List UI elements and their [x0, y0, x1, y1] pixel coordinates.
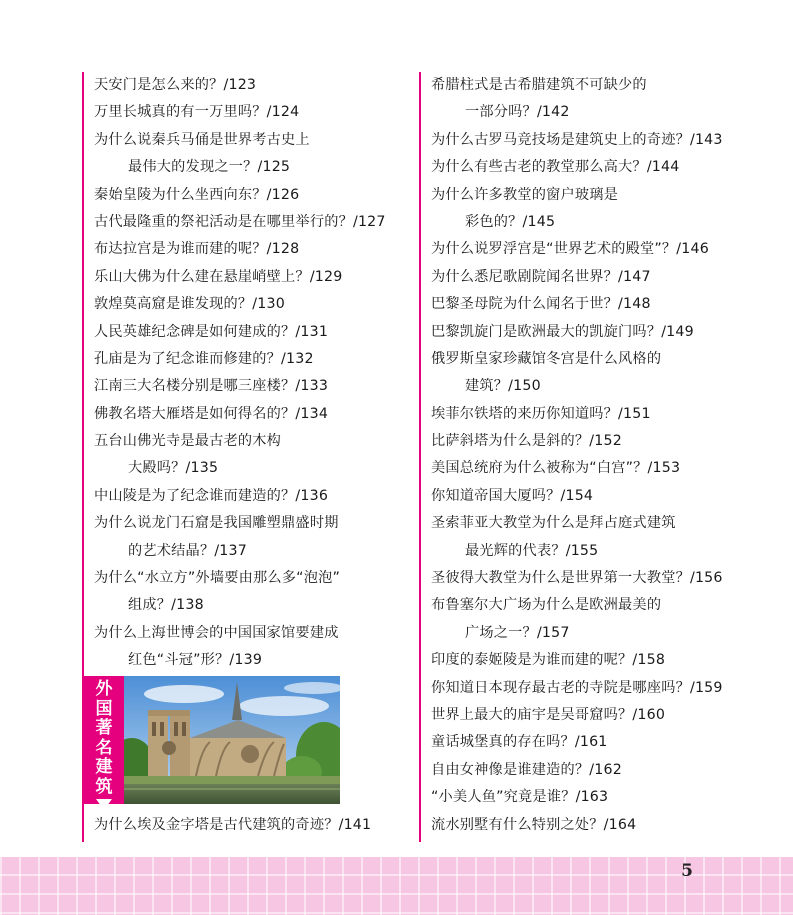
- left-toc-entry: 为什么上海世博会的中国国家馆要建成: [94, 624, 339, 641]
- right-toc-entry: 为什么许多教堂的窗户玻璃是: [431, 186, 619, 203]
- left-toc-entry: 天安门是怎么来的？/123: [94, 77, 257, 93]
- left-toc-column: [94, 72, 412, 675]
- right-toc-entry: 流水别墅有什么特别之处？/164: [431, 816, 637, 833]
- right-toc-column: [431, 72, 781, 839]
- section-label-char: 国: [95, 698, 113, 719]
- page-number: 5: [681, 861, 693, 881]
- left-toc-entry: 中山陵是为了纪念谁而建造的？/136: [94, 487, 329, 504]
- right-toc-entry: 俄罗斯皇家珍藏馆冬宫是什么风格的: [431, 350, 662, 367]
- right-toc-entry: 彩色的？/145: [465, 213, 556, 230]
- right-toc-entry: 希腊柱式是古希腊建筑不可缺少的: [431, 77, 647, 93]
- left-toc-entry: 佛教名塔大雁塔是如何得名的？/134: [94, 405, 329, 422]
- right-toc-entry: 圣彼得大教堂为什么是世界第一大教堂？/156: [431, 570, 723, 587]
- left-toc-entry: 秦始皇陵为什么坐西向东？/126: [94, 186, 300, 203]
- left-toc-entry: 人民英雄纪念碑是如何建成的？/131: [94, 323, 329, 340]
- right-toc-entry: 印度的泰姬陵是为谁而建的呢？/158: [431, 652, 666, 669]
- right-toc-entry: 埃菲尔铁塔的来历你知道吗？/151: [431, 405, 651, 422]
- left-toc-entry: 古代最隆重的祭祀活动是在哪里举行的？/127: [94, 213, 386, 230]
- right-toc-entry: 巴黎凯旋门是欧洲最大的凯旋门吗？/149: [431, 323, 694, 340]
- right-toc-entry: 广场之一？/157: [465, 624, 570, 641]
- section-label-char: 著: [95, 718, 113, 738]
- right-toc-entry: 自由女神像是谁建造的？/162: [431, 761, 622, 778]
- right-toc-entry: 为什么说罗浮宫是“世界艺术的殿堂”？/146: [431, 241, 709, 258]
- right-toc-entry: 世界上最大的庙宇是吴哥窟吗？/160: [431, 706, 666, 723]
- right-toc-entry: 一部分吗？/142: [465, 104, 570, 121]
- right-toc-entry: 比萨斜塔为什么是斜的？/152: [431, 433, 622, 450]
- left-toc-entry: 为什么说秦兵马俑是世界考古史上: [94, 131, 310, 148]
- left-toc-entry: 大殿吗？/135: [128, 460, 219, 477]
- right-toc-entry: 为什么有些古老的教堂那么高大？/144: [431, 159, 680, 176]
- triangle-down-icon: [96, 799, 112, 810]
- after-section-toc: [94, 812, 371, 839]
- right-toc-entry: “小美人鱼”究竟是谁？/163: [431, 789, 609, 806]
- left-toc-entry: 红色“斗冠”形？/139: [128, 652, 263, 669]
- section-label-char: 名: [95, 737, 113, 758]
- left-toc-entry: 为什么说龙门石窟是我国雕塑鼎盛时期: [94, 515, 339, 532]
- section-label-foreign-architecture: [84, 676, 124, 804]
- left-toc-entry: 最伟大的发现之一？/125: [128, 159, 291, 176]
- right-toc-entry: 圣索菲亚大教堂为什么是拜占庭式建筑: [431, 515, 676, 532]
- left-toc-entry: 敦煌莫高窟是谁发现的？/130: [94, 296, 285, 313]
- section-foreign-architecture: [84, 676, 340, 804]
- right-toc-entry: 建筑？/150: [465, 378, 541, 395]
- right-column-rule: [419, 72, 421, 842]
- notre-dame-photo: [124, 676, 340, 804]
- right-toc-entry: 美国总统府为什么被称为“白宫”？/153: [431, 460, 681, 477]
- after-section-toc-entry: 为什么埃及金字塔是古代建筑的奇迹？/141: [94, 817, 372, 833]
- left-toc-entry: 孔庙是为了纪念谁而修建的？/132: [94, 350, 314, 367]
- right-toc-entry: 童话城堡真的存在吗？/161: [431, 734, 608, 751]
- section-label-char: 筑: [95, 776, 113, 797]
- left-toc-entry: 江南三大名楼分别是哪三座楼？/133: [94, 378, 329, 395]
- left-toc-entry: 乐山大佛为什么建在悬崖峭壁上？/129: [94, 268, 343, 285]
- right-toc-entry: 为什么古罗马竞技场是建筑史上的奇迹？/143: [431, 131, 723, 148]
- section-label-char: 外: [95, 679, 113, 699]
- right-toc-entry: 巴黎圣母院为什么闻名于世？/148: [431, 296, 651, 313]
- left-toc-entry: 的艺术结晶？/137: [128, 542, 247, 559]
- left-toc-entry: 五台山佛光寺是最古老的木构: [94, 433, 282, 450]
- left-toc-entry: 组成？/138: [128, 597, 204, 614]
- right-toc-entry: 为什么悉尼歌剧院闻名世界？/147: [431, 268, 651, 285]
- right-toc-entry: 布鲁塞尔大广场为什么是欧洲最美的: [431, 597, 662, 614]
- left-toc-entry: 万里长城真的有一万里吗？/124: [94, 104, 300, 121]
- right-toc-entry: 你知道帝国大厦吗？/154: [431, 487, 594, 504]
- right-toc-entry: 你知道日本现存最古老的寺院是哪座吗？/159: [431, 679, 723, 696]
- left-toc-entry: 为什么“水立方”外墙要由那么多“泡泡”: [94, 570, 341, 587]
- left-toc-entry: 布达拉宫是为谁而建的呢？/128: [94, 241, 300, 258]
- right-toc-entry: 最光辉的代表？/155: [465, 542, 599, 559]
- section-label-char: 建: [95, 757, 113, 777]
